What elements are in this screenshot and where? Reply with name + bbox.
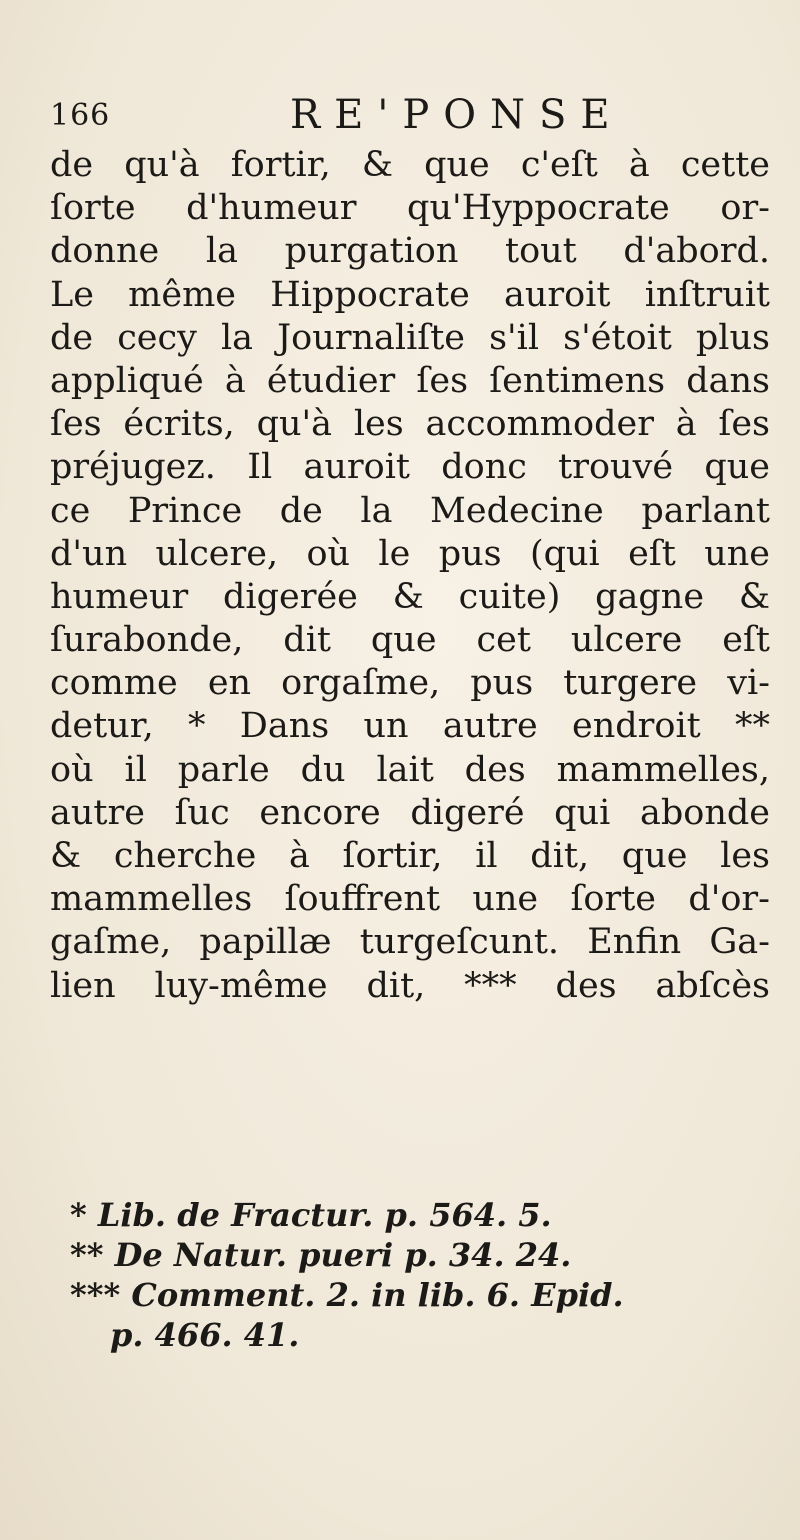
text-line: lien luy-même dit, *** des abſcès bbox=[50, 965, 770, 1006]
text-line: autre ſuc encore digeré qui abonde bbox=[50, 792, 770, 833]
text-line: comme en orgaſme, pus turgere vi- bbox=[50, 663, 770, 704]
text-line: ce Prince de la Medecine parlant bbox=[50, 490, 770, 531]
text-line: ſes écrits, qu'à les accommoder à ſes bbox=[50, 404, 770, 445]
footnotes bbox=[70, 1195, 770, 1355]
page-number: 166 bbox=[50, 98, 111, 133]
footnote-continuation: p. 466. 41. bbox=[110, 1316, 300, 1354]
text-line: préjugez. Il auroit donc trouvé que bbox=[50, 447, 770, 488]
text-line: detur, * Dans un autre endroit ** bbox=[50, 706, 770, 747]
text-line: où il parle du lait des mammelles, bbox=[50, 749, 770, 790]
text-line: mammelles ſouffrent une ſorte d'or- bbox=[50, 879, 770, 920]
page-header bbox=[50, 92, 750, 142]
text-line: Le même Hippocrate auroit inſtruit bbox=[50, 274, 770, 315]
running-head: RE'PONSE bbox=[290, 92, 624, 138]
text-line: ſurabonde, dit que cet ulcere eſt bbox=[50, 620, 770, 661]
footnote: *** Comment. 2. in lib. 6. Epid. bbox=[70, 1276, 624, 1314]
body-text bbox=[50, 144, 770, 1008]
text-line: & cherche à ſortir, il dit, que les bbox=[50, 836, 770, 876]
footnote: * Lib. de Fractur. p. 564. 5. bbox=[70, 1196, 552, 1234]
text-line: de qu'à fortir, & que c'eſt à cette bbox=[50, 145, 770, 185]
text-line: gaſme, papillæ turgeſcunt. Enfin Ga- bbox=[50, 922, 770, 963]
text-line: donne la purgation tout d'abord. bbox=[50, 231, 770, 272]
footnote: ** De Natur. pueri p. 34. 24. bbox=[70, 1236, 572, 1274]
text-line: d'un ulcere, où le pus (qui eſt une bbox=[50, 533, 770, 574]
text-line: ſorte d'humeur qu'Hyppocrate or- bbox=[50, 188, 770, 229]
text-line: de cecy la Journaliſte s'il s'étoit plus bbox=[50, 317, 770, 358]
text-line: appliqué à étudier ſes ſentimens dans bbox=[50, 360, 770, 401]
text-line: humeur digerée & cuite) gagne & bbox=[50, 576, 770, 617]
